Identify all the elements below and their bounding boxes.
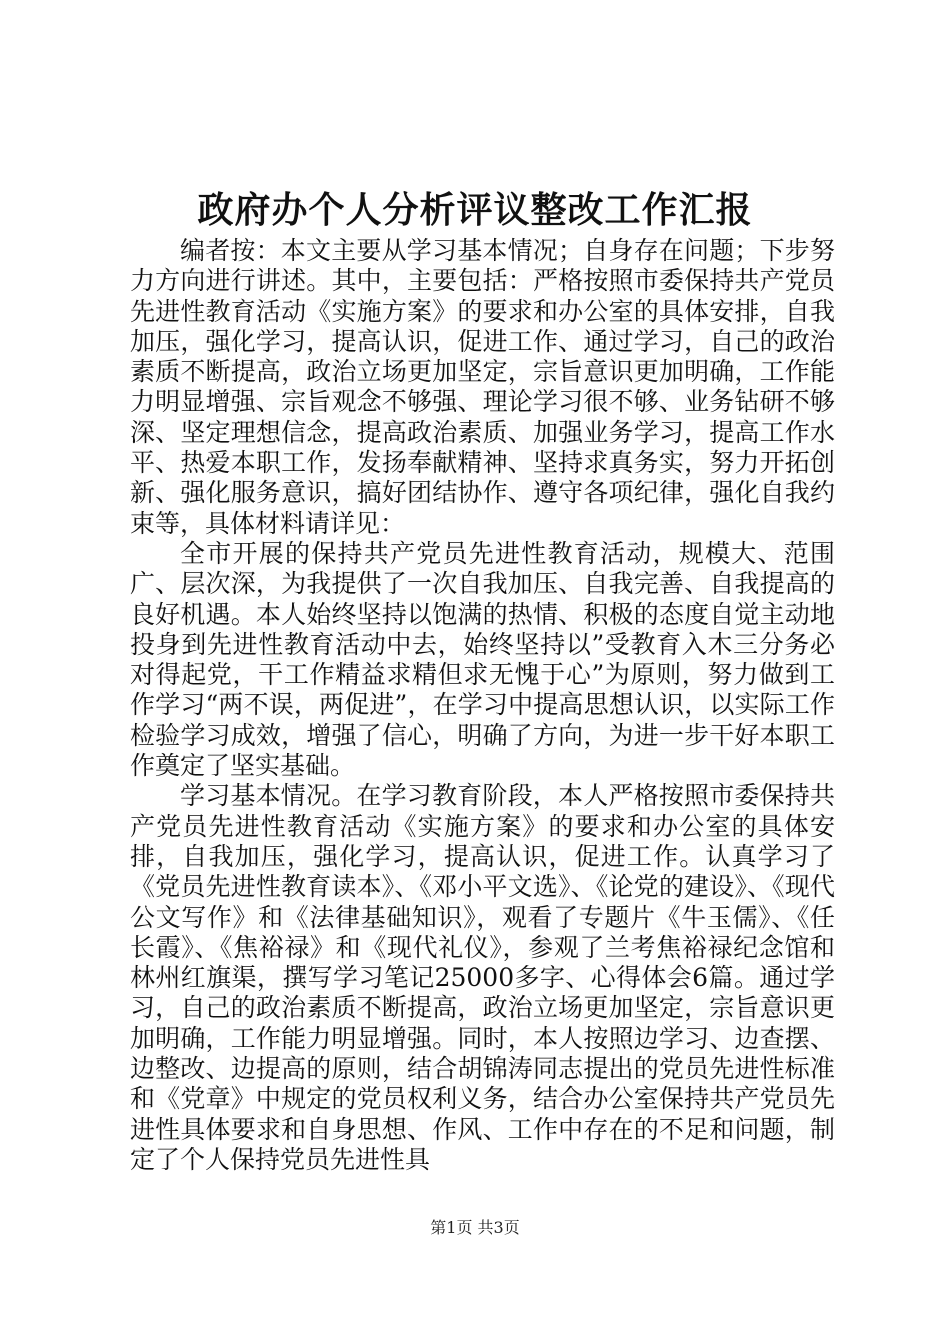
document-title: 政府办个人分析评议整改工作汇报 [197, 189, 753, 231]
page-footer: 第1页 共3页 [430, 1218, 520, 1237]
document-body [130, 236, 835, 1175]
paragraph-intro: 全市开展的保持共产党员先进性教育活动，规模大、范围广、层次深，为我提供了一次自我加压、自我完善、自我提高的良好机遇。本人始终坚持以饱满的热情、积极的态度自觉主动地投身到先进性教育活动中去，始终坚持以”受教育入木三分务必对得起党，干工作精益求精但求无愧于心”为原则，努力做到工作学习“两不误，两促进”，在学习中提高思想认识，以实际工作检验学习成效，增强了信心，明确了方向，为进一步干好本职工作奠定了坚实基础。 [130, 538, 835, 781]
paragraph-editor-note: 编者按：本文主要从学习基本情况；自身存在问题；下步努力方向进行讲述。其中，主要包括：严格按照市委保持共产党员先进性教育活动《实施方案》的要求和办公室的具体安排，自我加压，强化学习，提高认识，促进工作、通过学习，自己的政治素质不断提高，政治立场更加坚定，宗旨意识更加明确，工作能力明显增强、宗旨观念不够强、理论学习很不够、业务钻研不够深、坚定理想信念，提高政治素质、加强业务学习，提高工作水平、热爱本职工作，发扬奉献精神、坚持求真务实，努力开拓创新、强化服务意识，搞好团结协作、遵守各项纪律，强化自我约束等，具体材料请详见： [130, 236, 835, 538]
paragraph-study-overview: 学习基本情况。在学习教育阶段，本人严格按照市委保持共产党员先进性教育活动《实施方案》的要求和办公室的具体安排，自我加压，强化学习，提高认识，促进工作。认真学习了《党员先进性教育读本》、《邓小平文选》、《论党的建设》、《现代公文写作》和《法律基础知识》，观看了专题片《牛玉儒》、《任长霞》、《焦裕禄》和《现代礼仪》，参观了兰考焦裕禄纪念馆和林州红旗渠，撰写学习笔记25000多字、心得体会6篇。通过学习，自己的政治素质不断提高，政治立场更加坚定，宗旨意识更加明确，工作能力明显增强。同时，本人按照边学习、边查摆、边整改、边提高的原则，结合胡锦涛同志提出的党员先进性标准和《党章》中规定的党员权利义务，结合办公室保持共产党员先进性具体要求和自身思想、作风、工作中存在的不足和问题，制定了个人保持党员先进性具 [130, 781, 835, 1174]
